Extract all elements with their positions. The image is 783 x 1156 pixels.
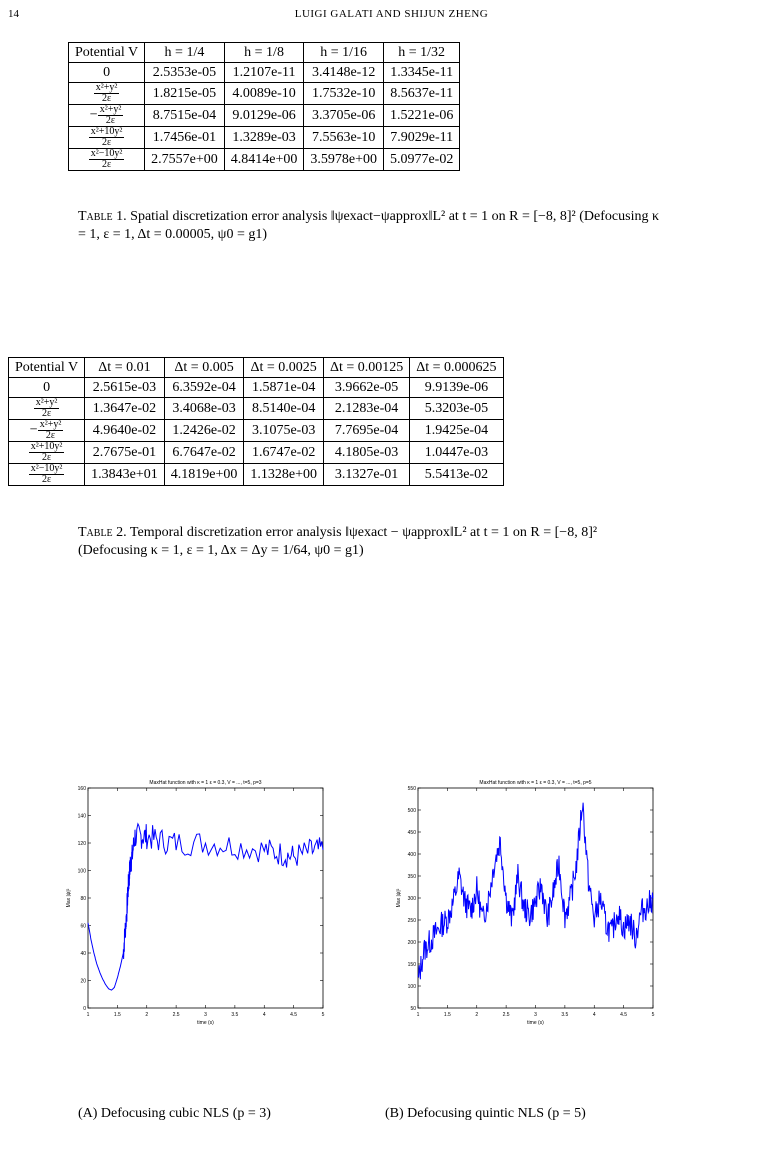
running-title: LUIGI GALATI AND SHIJUN ZHENG	[294, 8, 489, 20]
table-header-potential: Potential V	[9, 358, 85, 378]
plot-frame	[88, 788, 323, 1008]
fraction-numerator: x²+y²	[39, 419, 62, 430]
table-row	[69, 83, 460, 105]
y-tick-label: 200	[407, 940, 416, 946]
table-2-caption	[78, 524, 664, 560]
value-cell: 7.5563e-10	[304, 127, 384, 149]
table-header-cell: h = 1/4	[145, 43, 225, 63]
table-row	[9, 378, 504, 398]
y-tick-label: 450	[407, 830, 416, 836]
potential-fraction	[94, 83, 120, 104]
table-1	[68, 42, 460, 171]
x-tick-label: 3.5	[561, 1012, 569, 1018]
table-header-cell: h = 1/32	[383, 43, 459, 63]
table-row	[69, 105, 460, 127]
table-row	[9, 442, 504, 464]
potential-cell	[69, 127, 145, 149]
potential-cell	[69, 105, 145, 127]
x-tick-label: 1	[86, 1012, 90, 1018]
potential-fraction	[38, 420, 64, 441]
x-tick-label: 1.5	[113, 1012, 121, 1018]
value-cell: 3.4068e-03	[164, 398, 244, 420]
fraction-numerator: x²+y²	[99, 104, 122, 115]
y-tick-label: 50	[410, 1006, 416, 1012]
value-cell: 8.7515e-04	[145, 105, 225, 127]
value-cell: 1.7532e-10	[304, 83, 384, 105]
value-cell: 2.1283e-04	[323, 398, 409, 420]
y-tick-label: 300	[407, 896, 416, 902]
table-header-potential: Potential V	[69, 43, 145, 63]
value-cell: 1.9425e-04	[410, 420, 503, 442]
table-2	[8, 357, 504, 486]
x-tick-label: 3	[534, 1012, 537, 1018]
value-cell: 3.3705e-06	[304, 105, 384, 127]
fraction-numerator: x²+y²	[95, 82, 118, 93]
plot-b	[390, 776, 720, 1026]
x-tick-label: 5	[321, 1012, 325, 1018]
table-row	[69, 63, 460, 83]
potential-fraction	[29, 442, 65, 463]
y-tick-label: 20	[80, 978, 86, 985]
fraction-denominator: 2ε	[41, 474, 52, 485]
value-cell: 8.5637e-11	[383, 83, 459, 105]
fraction-denominator: 2ε	[41, 408, 52, 419]
value-cell: 1.1328e+00	[244, 464, 324, 486]
y-tick-label: 400	[407, 852, 416, 858]
value-cell: 6.3592e-04	[164, 378, 244, 398]
value-cell: 3.4148e-12	[304, 63, 384, 83]
value-cell: 3.1075e-03	[244, 420, 324, 442]
potential-cell	[9, 420, 85, 442]
table-header-cell: Δt = 0.00125	[323, 358, 409, 378]
potential-fraction	[89, 127, 125, 148]
caption-label: Table 1.	[78, 209, 127, 224]
value-cell: 2.7675e-01	[85, 442, 165, 464]
value-cell: 1.5871e-04	[244, 378, 324, 398]
y-tick-label: 150	[407, 962, 416, 968]
x-tick-label: 4.5	[290, 1012, 298, 1018]
y-tick-label: 140	[77, 813, 86, 820]
value-cell: 2.7557e+00	[145, 149, 225, 171]
caption-text-line2: (Defocusing κ = 1, ε = 1, Δx = Δy = 1/64, ψ0 = g1)	[78, 543, 364, 558]
fraction-numerator: x²−10y²	[90, 148, 123, 159]
value-cell: 1.2107e-11	[224, 63, 304, 83]
x-tick-label: 5	[651, 1012, 655, 1018]
y-tick-label: 250	[407, 918, 416, 924]
chart-title: MaxHat function with κ = 1 ε = 0.3, V = ..., t=5, p=5	[479, 780, 592, 786]
y-tick-label: 100	[77, 868, 86, 875]
potential-fraction	[34, 398, 60, 419]
value-cell: 1.5221e-06	[383, 105, 459, 127]
series-line	[88, 824, 323, 990]
value-cell: 4.9640e-02	[85, 420, 165, 442]
fraction-denominator: 2ε	[41, 452, 52, 463]
value-cell: 1.7456e-01	[145, 127, 225, 149]
value-cell: 9.9139e-06	[410, 378, 503, 398]
caption-text: Spatial discretization error analysis ‖ψexact−ψapprox‖L² at t = 1 on R = [−8, 8]² (Defocusing κ = 1, ε = 1, Δt = 0.00005, ψ0 = g1)	[78, 209, 660, 242]
table-header-cell: h = 1/16	[304, 43, 384, 63]
x-axis-label: time (s)	[197, 1020, 214, 1026]
fraction-denominator: 2ε	[101, 137, 112, 148]
potential-cell: 0	[9, 378, 85, 398]
fraction-denominator: 2ε	[45, 430, 56, 441]
potential-cell	[9, 398, 85, 420]
table-row	[69, 149, 460, 171]
potential-cell: 0	[69, 63, 145, 83]
potential-cell	[9, 464, 85, 486]
subcaption-b: (B) Defocusing quintic NLS (p = 5)	[385, 1106, 586, 1121]
y-tick-label: 100	[407, 984, 416, 990]
y-axis-label: Max |ψ|²	[396, 888, 402, 908]
table-header-cell: Δt = 0.01	[85, 358, 165, 378]
x-tick-label: 4	[262, 1012, 266, 1018]
value-cell: 1.2426e-02	[164, 420, 244, 442]
fraction-numerator: x²+10y²	[90, 126, 123, 137]
fraction-denominator: 2ε	[105, 115, 116, 126]
value-cell: 2.5353e-05	[145, 63, 225, 83]
table-header-cell: h = 1/8	[224, 43, 304, 63]
value-cell: 3.5978e+00	[304, 149, 384, 171]
potential-fraction	[89, 149, 125, 170]
potential-cell	[69, 149, 145, 171]
value-cell: 5.3203e-05	[410, 398, 503, 420]
potential-cell	[9, 442, 85, 464]
x-tick-label: 4.5	[620, 1012, 628, 1018]
table-1-caption	[78, 208, 664, 244]
table-header-cell: Δt = 0.005	[164, 358, 244, 378]
x-tick-label: 1	[416, 1012, 420, 1018]
caption-text: Temporal discretization error analysis ‖ψexact − ψapprox‖L² at t = 1 on R = [−8, 8]²	[129, 525, 598, 540]
value-cell: 7.9029e-11	[383, 127, 459, 149]
value-cell: 6.7647e-02	[164, 442, 244, 464]
chart-title: MaxHat function with κ = 1 ε = 0.3, V = ..., t=5, p=3	[149, 780, 262, 786]
potential-fraction	[98, 105, 124, 126]
x-tick-label: 2.5	[172, 1012, 180, 1018]
subcaption-a: (A) Defocusing cubic NLS (p = 3)	[78, 1106, 271, 1121]
value-cell: 1.3289e-03	[224, 127, 304, 149]
y-tick-label: 500	[407, 808, 416, 814]
y-tick-label: 40	[80, 951, 86, 957]
value-cell: 1.6747e-02	[244, 442, 324, 464]
potential-fraction	[29, 464, 65, 485]
y-tick-label: 0	[83, 1006, 86, 1012]
x-tick-label: 3.5	[231, 1012, 239, 1018]
fraction-numerator: x²+10y²	[30, 441, 63, 452]
x-tick-label: 1.5	[443, 1012, 451, 1018]
table-header-row	[69, 43, 460, 63]
table-row	[9, 398, 504, 420]
table-header-row	[9, 358, 504, 378]
y-tick-label: 160	[77, 786, 86, 792]
x-tick-label: 2	[145, 1012, 149, 1018]
value-cell: 5.0977e-02	[383, 149, 459, 171]
fraction-denominator: 2ε	[101, 93, 112, 104]
potential-sign: −	[29, 422, 38, 438]
potential-sign: −	[89, 107, 98, 123]
value-cell: 5.5413e-02	[410, 464, 503, 486]
value-cell: 4.0089e-10	[224, 83, 304, 105]
value-cell: 2.5615e-03	[85, 378, 165, 398]
table-header-cell: Δt = 0.0025	[244, 358, 324, 378]
value-cell: 7.7695e-04	[323, 420, 409, 442]
value-cell: 1.3647e-02	[85, 398, 165, 420]
x-tick-label: 4	[592, 1012, 596, 1018]
y-tick-label: 60	[80, 923, 86, 930]
y-tick-label: 550	[407, 786, 416, 792]
x-axis-label: time (s)	[527, 1020, 544, 1026]
x-tick-label: 2	[475, 1012, 479, 1018]
value-cell: 3.1327e-01	[323, 464, 409, 486]
x-tick-label: 3	[204, 1012, 207, 1018]
table-row	[9, 420, 504, 442]
value-cell: 4.8414e+00	[224, 149, 304, 171]
caption-label: Table 2.	[78, 525, 127, 540]
plot-a	[60, 776, 390, 1026]
value-cell: 1.0447e-03	[410, 442, 503, 464]
fraction-numerator: x²−10y²	[30, 463, 63, 474]
table-header-cell: Δt = 0.000625	[410, 358, 503, 378]
y-tick-label: 350	[407, 874, 416, 880]
potential-cell	[69, 83, 145, 105]
page-number: 14	[8, 8, 19, 20]
y-tick-label: 120	[77, 841, 86, 847]
value-cell: 3.9662e-05	[323, 378, 409, 398]
value-cell: 4.1819e+00	[164, 464, 244, 486]
y-axis-label: Max |ψ|²	[66, 888, 72, 908]
fraction-denominator: 2ε	[101, 159, 112, 170]
value-cell: 4.1805e-03	[323, 442, 409, 464]
fraction-numerator: x²+y²	[35, 397, 58, 408]
value-cell: 9.0129e-06	[224, 105, 304, 127]
value-cell: 1.3345e-11	[383, 63, 459, 83]
value-cell: 1.3843e+01	[85, 464, 165, 486]
value-cell: 8.5140e-04	[244, 398, 324, 420]
series-line	[418, 803, 653, 980]
x-tick-label: 2.5	[502, 1012, 510, 1018]
value-cell: 1.8215e-05	[145, 83, 225, 105]
table-row	[9, 464, 504, 486]
y-tick-label: 80	[80, 896, 86, 902]
table-row	[69, 127, 460, 149]
